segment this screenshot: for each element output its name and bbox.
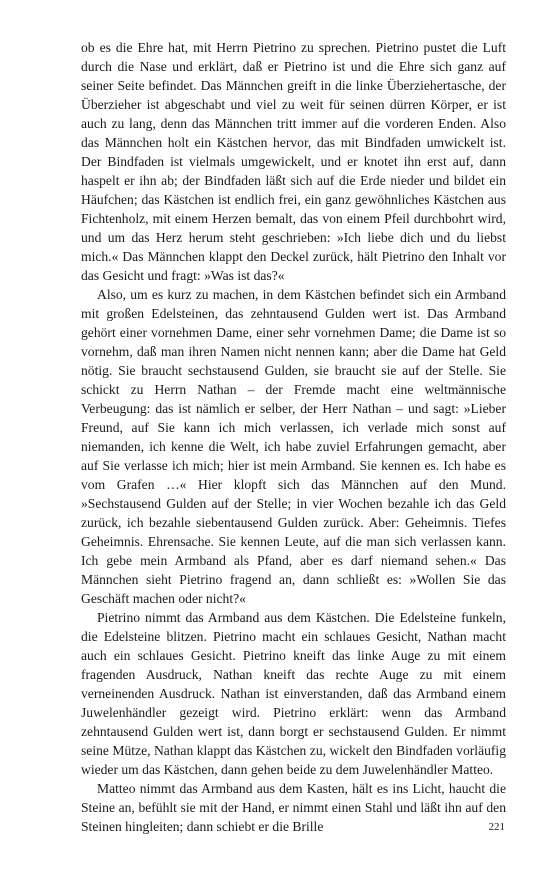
paragraph-2: Also, um es kurz zu machen, in dem Kästchen befindet sich ein Armband mit großen Edelsteinen, das zehntausend Gulden wert ist. Das Armband gehört einer vornehmen Dame, einer sehr vornehmen Dame; die Dame ist so vornehm, daß man ihren Namen nicht nennen kann; aber die Dame hat Geld nötig. Sie braucht sechstausend Gulden, sie braucht sie auf der Stelle. Sie schickt zu Herrn Nathan – der Fremde macht eine weltmännische Verbeugung: das ist nämlich er selber, der Herr Nathan – und sagt: »Lieber Freund, auf Sie kann ich mich verlassen, ich verlade mich sonst auf niemanden, ich kenne die Welt, ich habe zuviel Erfahrungen gemacht, aber auf Sie verlasse ich mich; hier ist mein Armband. Sie kennen es. Ich habe es vom Grafen …« Hier klopft sich das Männchen auf den Mund. »Sechstausend Gulden auf der Stelle; in vier Wochen bezahle ich das Geld zurück, ich bezahle siebentausend Gulden zurück. Aber: Geheimnis. Tiefes Geheimnis. Ehrensache. Sie kennen Leute, auf die man sich verlassen kann. Ich gebe mein Armband als Pfand, aber es darf niemand sehen.« Das Männchen sieht Pietrino fragend an, dann schließt es: »Wollen Sie das Geschäft machen oder nicht?«: [81, 287, 506, 606]
paragraph-1: ob es die Ehre hat, mit Herrn Pietrino zu sprechen. Pietrino pustet die Luft durch die Nase und erklärt, daß er Pietrino ist und die Ehre sich ganz auf seiner Seite befindet. Das Männchen greift in die linke Überziehertasche, der Überzieher ist abgeschabt und viel zu weit für seinen dürren Körper, er ist auch zu lang, denn das Männchen tritt immer auf die vorderen Enden. Also das Männchen holt ein Kästchen hervor, das mit Bindfaden umwickelt ist. Der Bindfaden ist vielmals umgewickelt, und er knotet ihn erst auf, dann haspelt er ihn ab; der Bindfaden läßt sich auf die Erde nieder und bildet ein Häufchen; das Kästchen ist endlich frei, ein ganz gewöhnliches Kästchen aus Fichtenholz, mit einem Herzen bemalt, das von einem Pfeil durchbohrt wird, und um das Herz herum steht geschrieben: »Ich liebe dich und du liebst mich.« Das Männchen klappt den Deckel zurück, hält Pietrino den Inhalt vor das Gesicht und fragt: »Was ist das?«: [81, 40, 506, 283]
body-text: [81, 38, 506, 836]
paragraph-4: Matteo nimmt das Armband aus dem Kasten, hält es ins Licht, haucht die Steine an, befühlt sie mit der Hand, er nimmt einen Stahl und läßt ihn auf den Steinen hingleiten; dann schiebt er die Brille: [81, 781, 506, 834]
page-number: 221: [488, 821, 505, 833]
paragraph-3: Pietrino nimmt das Armband aus dem Kästchen. Die Edelsteine funkeln, die Edelsteine blitzen. Pietrino macht ein schlaues Gesicht, Nathan macht auch ein schlaues Gesicht. Pietrino kneift das linke Auge zu mit einem fragenden Ausdruck, Nathan kneift das rechte Auge zu mit einem verneinenden Ausdruck. Nathan ist einverstanden, daß das Armband einem Juwelenhändler gezeigt wird. Pietrino erklärt: wenn das Armband zehntausend Gulden wert ist, dann borgt er sechstausend Gulden. Er nimmt seine Mütze, Nathan klappt das Kästchen zu, wickelt den Bindfaden vorläufig wieder um das Kästchen, dann gehen beide zu dem Juwelenhändler Matteo.: [81, 610, 506, 777]
